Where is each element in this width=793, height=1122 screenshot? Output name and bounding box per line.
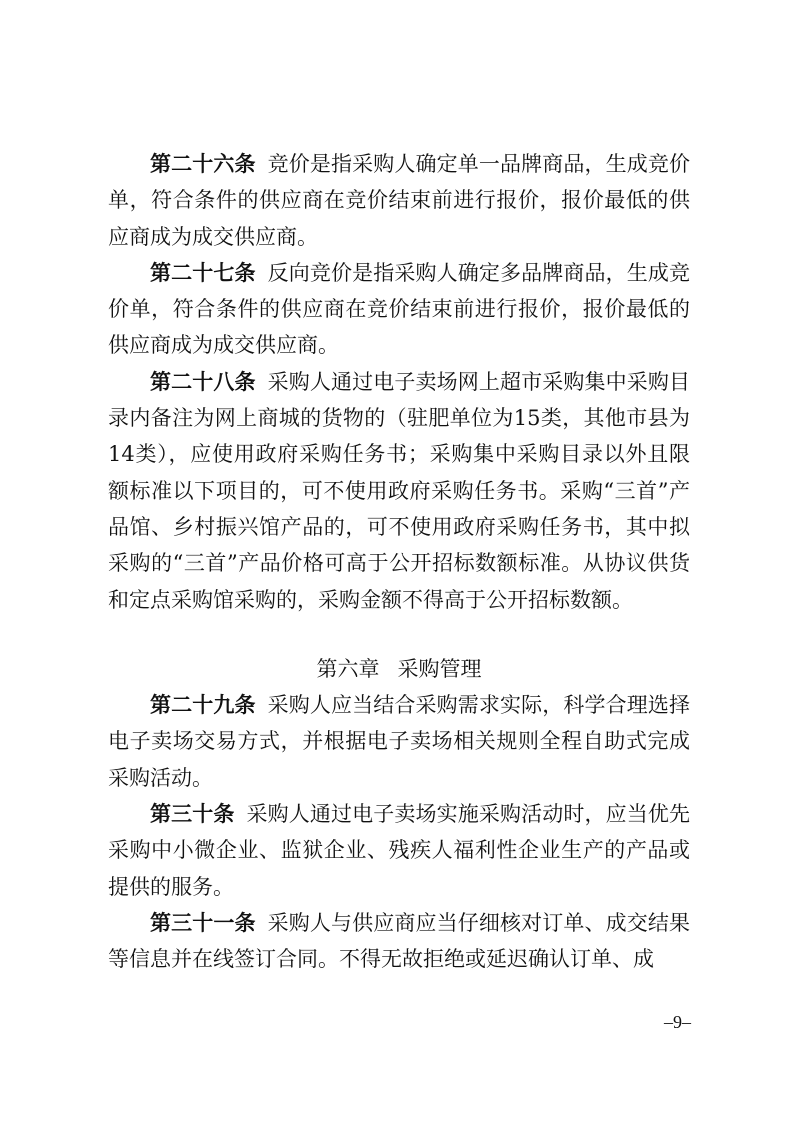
article-number: 第二十九条: [150, 692, 256, 718]
article-number: 第二十六条: [150, 151, 256, 176]
document-body: [108, 146, 690, 978]
article-number: 第三十条: [150, 801, 235, 827]
article-number: 第二十八条: [150, 368, 256, 394]
article-text: 采购人通过电子卖场实施采购活动时，应当优先采购中小微企业、监狱企业、残疾人福利性企业生产的产品或提供的服务。: [108, 802, 690, 899]
article-27: [108, 255, 690, 364]
chapter-number: 第六章: [316, 656, 380, 681]
article-text: 采购人通过电子卖场网上超市采购集中采购目录内备注为网上商城的货物的（驻肥单位为15类，其他市县为14类），应使用政府采购任务书；采购集中采购目录以外且限额标准以下项目的，可不使用政府采购任务书。采购“三首”产品馆、乡村振兴馆产品的，可不使用政府采购任务书，其中拟采购的“三首”产品价格可高于公开招标数额标准。从协议供货和定点采购馆采购的，采购金额不得高于公开招标数额。: [108, 369, 690, 612]
article-number: 第三十一条: [150, 909, 256, 935]
article-26: [108, 146, 690, 255]
article-text: 反向竞价是指采购人确定多品牌商品，生成竞价单，符合条件的供应商在竞价结束前进行报价，报价最低的供应商成为成交供应商。: [108, 260, 690, 358]
article-text: 竞价是指采购人确定单一品牌商品，生成竞价单，符合条件的供应商在竞价结束前进行报价，报价最低的供应商成为成交供应商。: [108, 152, 690, 249]
chapter-heading: [108, 651, 690, 687]
article-text: 采购人与供应商应当仔细核对订单、成交结果等信息并在线签订合同。不得无故拒绝或延迟确认订单、成: [108, 910, 690, 972]
article-number: 第二十七条: [150, 259, 256, 285]
article-31: [108, 905, 690, 978]
article-text: 采购人应当结合采购需求实际，科学合理选择电子卖场交易方式，并根据电子卖场相关规则全程自助式完成采购活动。: [108, 693, 690, 790]
article-30: [108, 796, 690, 905]
chapter-title: 采购管理: [397, 656, 482, 681]
page-number: –9–: [664, 1012, 691, 1032]
article-29: [108, 687, 690, 796]
article-28: [108, 364, 690, 618]
